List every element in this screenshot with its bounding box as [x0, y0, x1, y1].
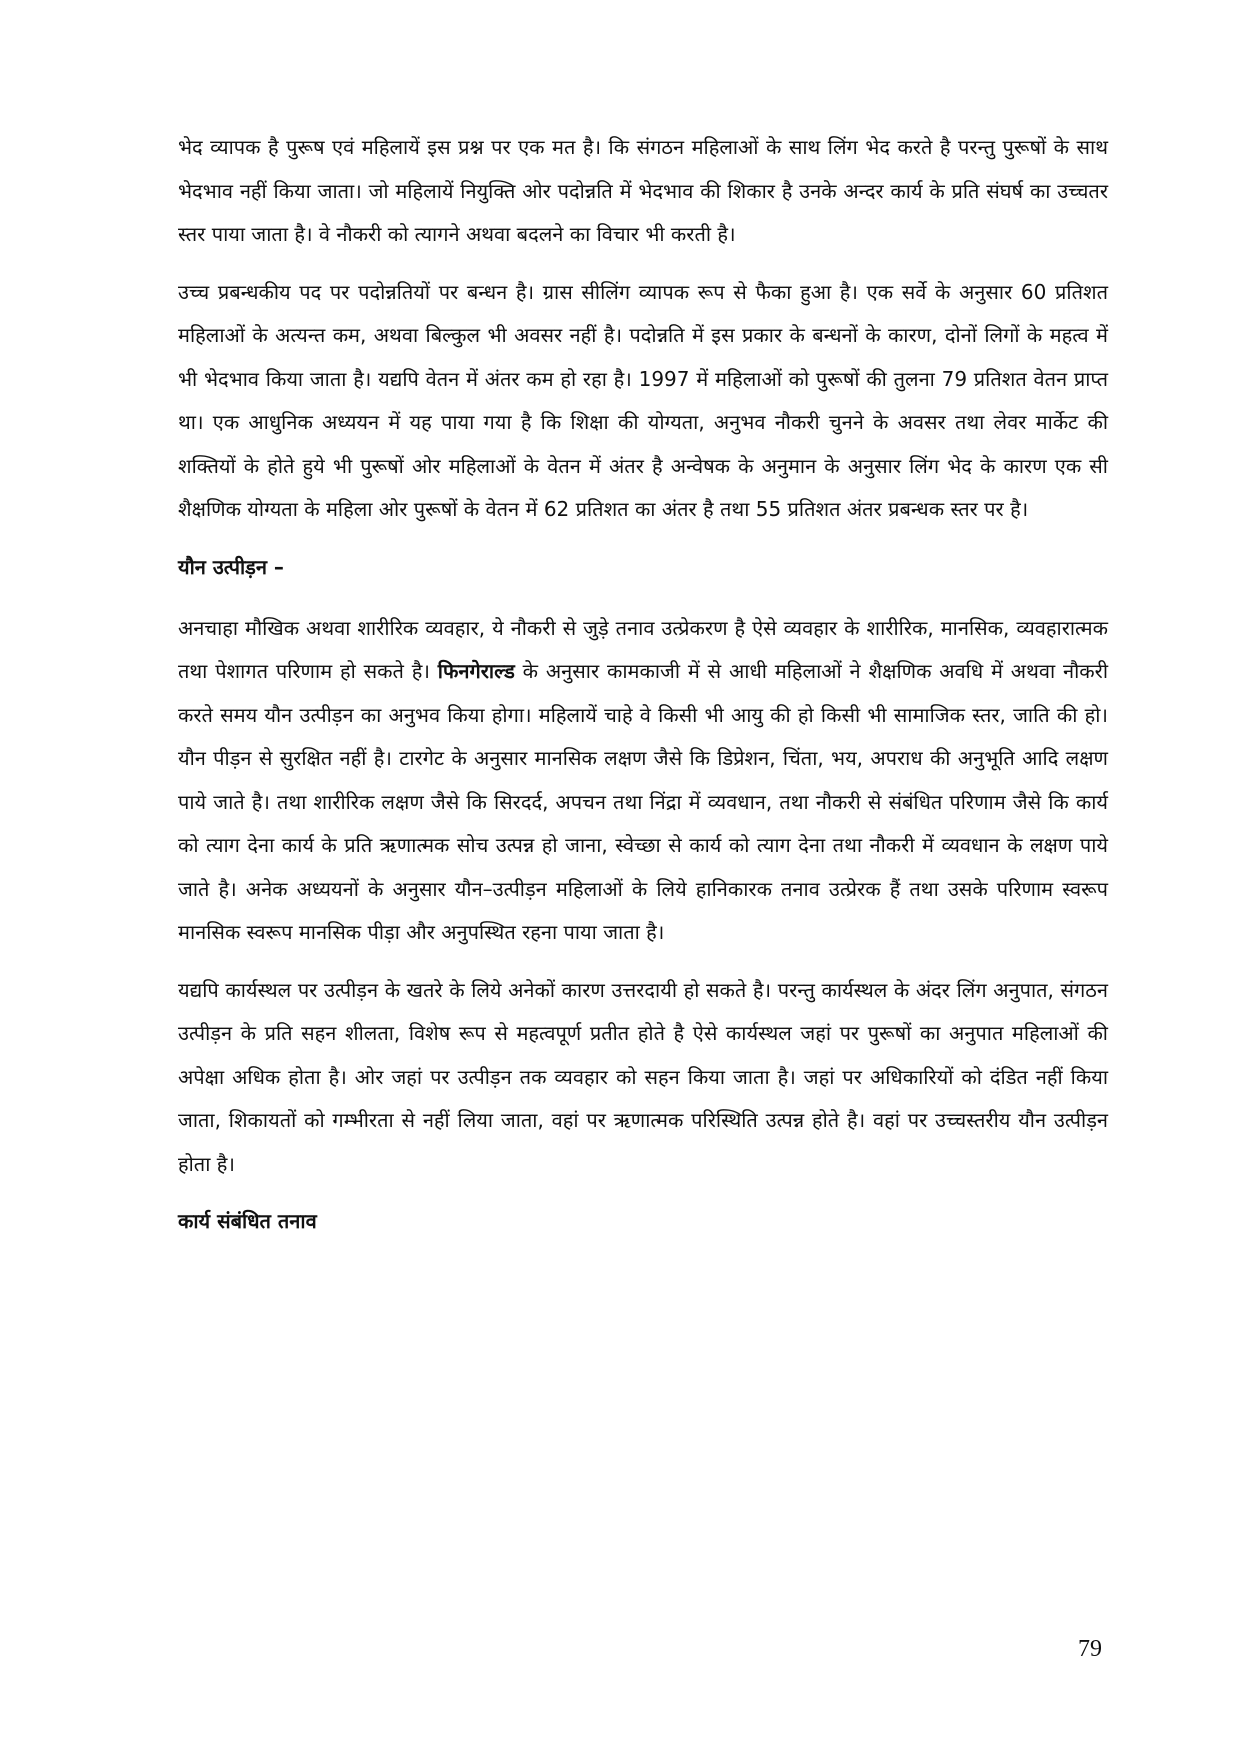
page-number: 79 — [1078, 1636, 1102, 1662]
paragraph-glass-ceiling: उच्च प्रबन्धकीय पद पर पदोन्नतियों पर बन्धन है। ग्रास सीलिंग व्यापक रूप से फैका हुआ है। एक सर्वे के अनुसार 60 प्रतिशत महिलाओं के अत्यन्त कम, अथवा बिल्कुल भी अवसर नहीं है। पदोन्नति में इस प्रकार के बन्धनों के कारण, दोनों लिगों के महत्व में भी भेदभाव किया जाता है। यद्यपि वेतन में अंतर कम हो रहा है। 1997 में महिलाओं को पुरूषों की तुलना 79 प्रतिशत वेतन प्राप्त था। एक आधुनिक अध्ययन में यह पाया गया है कि शिक्षा की योग्यता, अनुभव नौकरी चुनने के अवसर तथा लेवर मार्केट की शक्तियों के होते हुये भी पुरूषों ओर महिलाओं के वेतन में अंतर है अन्वेषक के अनुमान के अनुसार लिंग भेद के कारण एक सी शैक्षणिक योग्यता के महिला ओर पुरूषों के वेतन में 62 प्रतिशत का अंतर है तथा 55 प्रतिशत अंतर प्रबन्धक स्तर पर है। — [178, 279, 1108, 521]
paragraph-harassment-effects — [178, 607, 1108, 955]
paragraph-workplace-harassment: यद्यपि कार्यस्थल पर उत्पीड़न के खतरे के लिये अनेकों कारण उत्तरदायी हो सकते है। परन्तु कार्यस्थल के अंदर लिंग अनुपात, संगठन उत्पीड़न के प्रति सहन शीलता, विशेष रूप से महत्वपूर्ण प्रतीत होते है ऐसे कार्यस्थल जहां पर पुरूषों का अनुपात महिलाओं की अपेक्षा अधिक होता है। ओर जहां पर उत्पीड़न तक व्यवहार को सहन किया जाता है। जहां पर अधिकारियों को दंडित नहीं किया जाता, शिकायतों को गम्भीरता से नहीं लिया जाता, वहां पर ऋणात्मक परिस्थिति उत्पन्न होते है। वहां पर उच्चस्तरीय यौन उत्पीड़न होता है। — [178, 977, 1108, 1176]
harassment-text-part-2: के अनुसार कामकाजी में से आधी महिलाओं ने शैक्षणिक अवधि में अथवा नौकरी करते समय यौन उत्पीड़न का अनुभव किया होगा। महिलायें चाहे वे किसी भी आयु की हो किसी भी सामाजिक स्तर, जाति की हो। यौन पीड़न से सुरक्षित नहीं है। टारगेट के अनुसार मानसिक लक्षण जैसे कि डिप्रेशन, चिंता, भय, अपराध की अनुभूति आदि लक्षण पाये जाते है। तथा शारीरिक लक्षण जैसे कि सिरदर्द, अपचन तथा निंद्रा में व्यवधान, तथा नौकरी से संबंधित परिणाम जैसे कि कार्य को त्याग देना कार्य के प्रति ऋणात्मक सोच उत्पन्न हो जाना, स्वेच्छा से कार्य को त्याग देना तथा नौकरी में व्यवधान के लक्षण पाये जाते है। अनेक अध्ययनों के अनुसार यौन–उत्पीड़न महिलाओं के लिये हानिकारक तनाव उत्प्रेरक हैं तथा उसके परिणाम स्वरूप मानसिक स्वरूप मानसिक पीड़ा और अनुपस्थित रहना पाया जाता है। — [178, 659, 1108, 944]
heading-work-related-stress: कार्य संबंधित तनाव — [178, 1209, 317, 1233]
harassment-text-part-1: अनचाहा मौखिक अथवा शारीरिक व्यवहार, ये नौकरी से जुड़े तनाव उत्प्रेकरण है ऐसे व्यवहार के शारीरिक, मानसिक, व्यवहारात्मक तथा पेशागत परिणाम हो सकते है। — [178, 615, 1108, 683]
paragraph-gender-discrimination: भेद व्यापक है पुरूष एवं महिलायें इस प्रश्न पर एक मत है। कि संगठन महिलाओं के साथ लिंग भेद करते है परन्तु पुरूषों के साथ भेदभाव नहीं किया जाता। जो महिलायें नियुक्ति ओर पदोन्नति में भेदभाव की शिकार है उनके अन्दर कार्य के प्रति संघर्ष का उच्चतर स्तर पाया जाता है। वे नौकरी को त्यागने अथवा बदलने का विचार भी करती है। — [178, 135, 1108, 246]
heading-sexual-harassment: यौन उत्पीड़न – — [178, 554, 284, 579]
body-text-column — [178, 126, 1108, 1261]
author-name-bold: फिनगेराल्ड — [437, 659, 515, 683]
